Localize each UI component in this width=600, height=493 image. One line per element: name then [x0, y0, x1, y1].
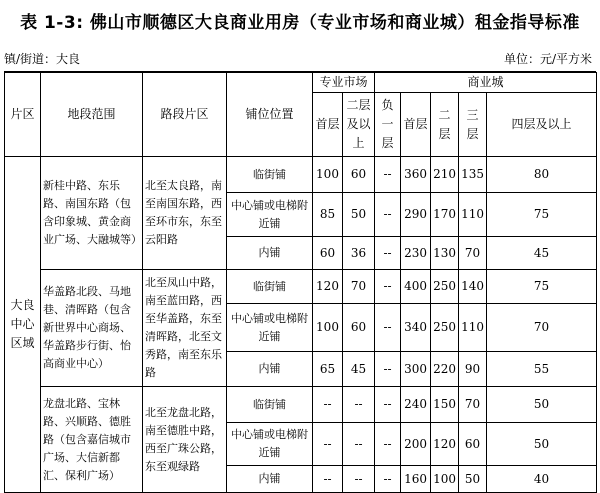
value-cell: 70: [487, 304, 597, 352]
value-cell: 110: [459, 193, 487, 237]
value-cell: 50: [487, 423, 597, 466]
value-cell: --: [313, 466, 343, 493]
header-cc-first: 首层: [401, 93, 431, 157]
value-cell: --: [375, 387, 401, 423]
value-cell: --: [375, 270, 401, 304]
header-cc-third: 三层: [459, 93, 487, 157]
position-cell: 内铺: [227, 237, 313, 270]
value-cell: 50: [343, 193, 375, 237]
value-cell: 250: [431, 304, 459, 352]
value-cell: 65: [313, 352, 343, 387]
rent-table: [4, 72, 597, 493]
value-cell: --: [343, 423, 375, 466]
value-cell: 290: [401, 193, 431, 237]
value-cell: 36: [343, 237, 375, 270]
value-cell: 50: [459, 466, 487, 493]
value-cell: 70: [459, 237, 487, 270]
value-cell: 75: [487, 193, 597, 237]
value-cell: 135: [459, 157, 487, 193]
value-cell: 240: [401, 387, 431, 423]
position-cell: 内铺: [227, 466, 313, 493]
range-cell: 龙盘北路、宝林路、兴顺路、德胜路（包含嘉信城市广场、大信新都汇、保利广场）: [41, 387, 143, 493]
value-cell: 40: [487, 466, 597, 493]
value-cell: 90: [459, 352, 487, 387]
range-cell: 华盖路北段、马地巷、清晖路（包含新世界中心商场、华盖路步行街、怡高商业中心）: [41, 270, 143, 387]
position-cell: 临街铺: [227, 270, 313, 304]
value-cell: --: [375, 237, 401, 270]
value-cell: --: [343, 387, 375, 423]
value-cell: 75: [487, 270, 597, 304]
position-cell: 中心铺或电梯附近铺: [227, 304, 313, 352]
value-cell: 140: [459, 270, 487, 304]
value-cell: 300: [401, 352, 431, 387]
town-label: 镇/街道：大良: [4, 52, 81, 66]
value-cell: 110: [459, 304, 487, 352]
value-cell: 45: [487, 237, 597, 270]
table-meta: [4, 50, 596, 67]
unit-label: 单位：元/平方米: [503, 52, 592, 66]
value-cell: --: [375, 304, 401, 352]
segment-cell: 北至太良路，南至南国东路，西至环市东，东至云阳路: [143, 157, 227, 270]
range-cell: 新桂中路、东乐路、南国东路（包含印象城、黄金商业广场、大融城等）: [41, 157, 143, 270]
header-position: 铺位位置: [227, 73, 313, 157]
value-cell: --: [375, 423, 401, 466]
value-cell: 340: [401, 304, 431, 352]
segment-cell: 北至凤山中路，南至蓝田路，西至华盖路，东至清晖路，北至文秀路，南至东乐路: [143, 270, 227, 387]
header-commercial-city: 商业城: [375, 73, 597, 93]
value-cell: 400: [401, 270, 431, 304]
position-cell: 临街铺: [227, 157, 313, 193]
value-cell: 100: [313, 157, 343, 193]
value-cell: --: [375, 352, 401, 387]
position-cell: 中心铺或电梯附近铺: [227, 423, 313, 466]
header-cc-fourth-up: 四层及以上: [487, 93, 597, 157]
area-cell: 大良中心区域: [5, 157, 41, 493]
segment-cell: 北至龙盘北路，南至德胜中路，西至广珠公路，东至观绿路: [143, 387, 227, 493]
value-cell: --: [313, 387, 343, 423]
header-sm-second-up: 二层及以上: [343, 93, 375, 157]
value-cell: 210: [431, 157, 459, 193]
value-cell: --: [313, 423, 343, 466]
table-row: [5, 270, 597, 304]
header-specialty-market: 专业市场: [313, 73, 375, 93]
value-cell: 160: [401, 466, 431, 493]
value-cell: 220: [431, 352, 459, 387]
header-range: 地段范围: [41, 73, 143, 157]
value-cell: 45: [343, 352, 375, 387]
value-cell: 230: [401, 237, 431, 270]
value-cell: 60: [313, 237, 343, 270]
value-cell: --: [375, 193, 401, 237]
table-row: [5, 387, 597, 423]
value-cell: 150: [431, 387, 459, 423]
table-row: [5, 157, 597, 193]
position-cell: 中心铺或电梯附近铺: [227, 193, 313, 237]
header-segment: 路段片区: [143, 73, 227, 157]
header-negative-first: 负一层: [375, 93, 401, 157]
value-cell: 60: [343, 304, 375, 352]
value-cell: 120: [431, 423, 459, 466]
value-cell: 250: [431, 270, 459, 304]
header-cc-second: 二层: [431, 93, 459, 157]
value-cell: 60: [343, 157, 375, 193]
position-cell: 内铺: [227, 352, 313, 387]
value-cell: 130: [431, 237, 459, 270]
value-cell: 70: [459, 387, 487, 423]
position-cell: 临街铺: [227, 387, 313, 423]
header-sm-first: 首层: [313, 93, 343, 157]
value-cell: 100: [313, 304, 343, 352]
value-cell: 170: [431, 193, 459, 237]
value-cell: 120: [313, 270, 343, 304]
page-title: 表 1-3: 佛山市顺德区大良商业用房（专业市场和商业城）租金指导标准: [20, 13, 580, 33]
value-cell: 85: [313, 193, 343, 237]
value-cell: 55: [487, 352, 597, 387]
header-area: 片区: [5, 73, 41, 157]
value-cell: 200: [401, 423, 431, 466]
value-cell: 100: [431, 466, 459, 493]
value-cell: 60: [459, 423, 487, 466]
value-cell: --: [343, 466, 375, 493]
value-cell: --: [375, 466, 401, 493]
value-cell: --: [375, 157, 401, 193]
value-cell: 80: [487, 157, 597, 193]
value-cell: 70: [343, 270, 375, 304]
value-cell: 50: [487, 387, 597, 423]
value-cell: 360: [401, 157, 431, 193]
